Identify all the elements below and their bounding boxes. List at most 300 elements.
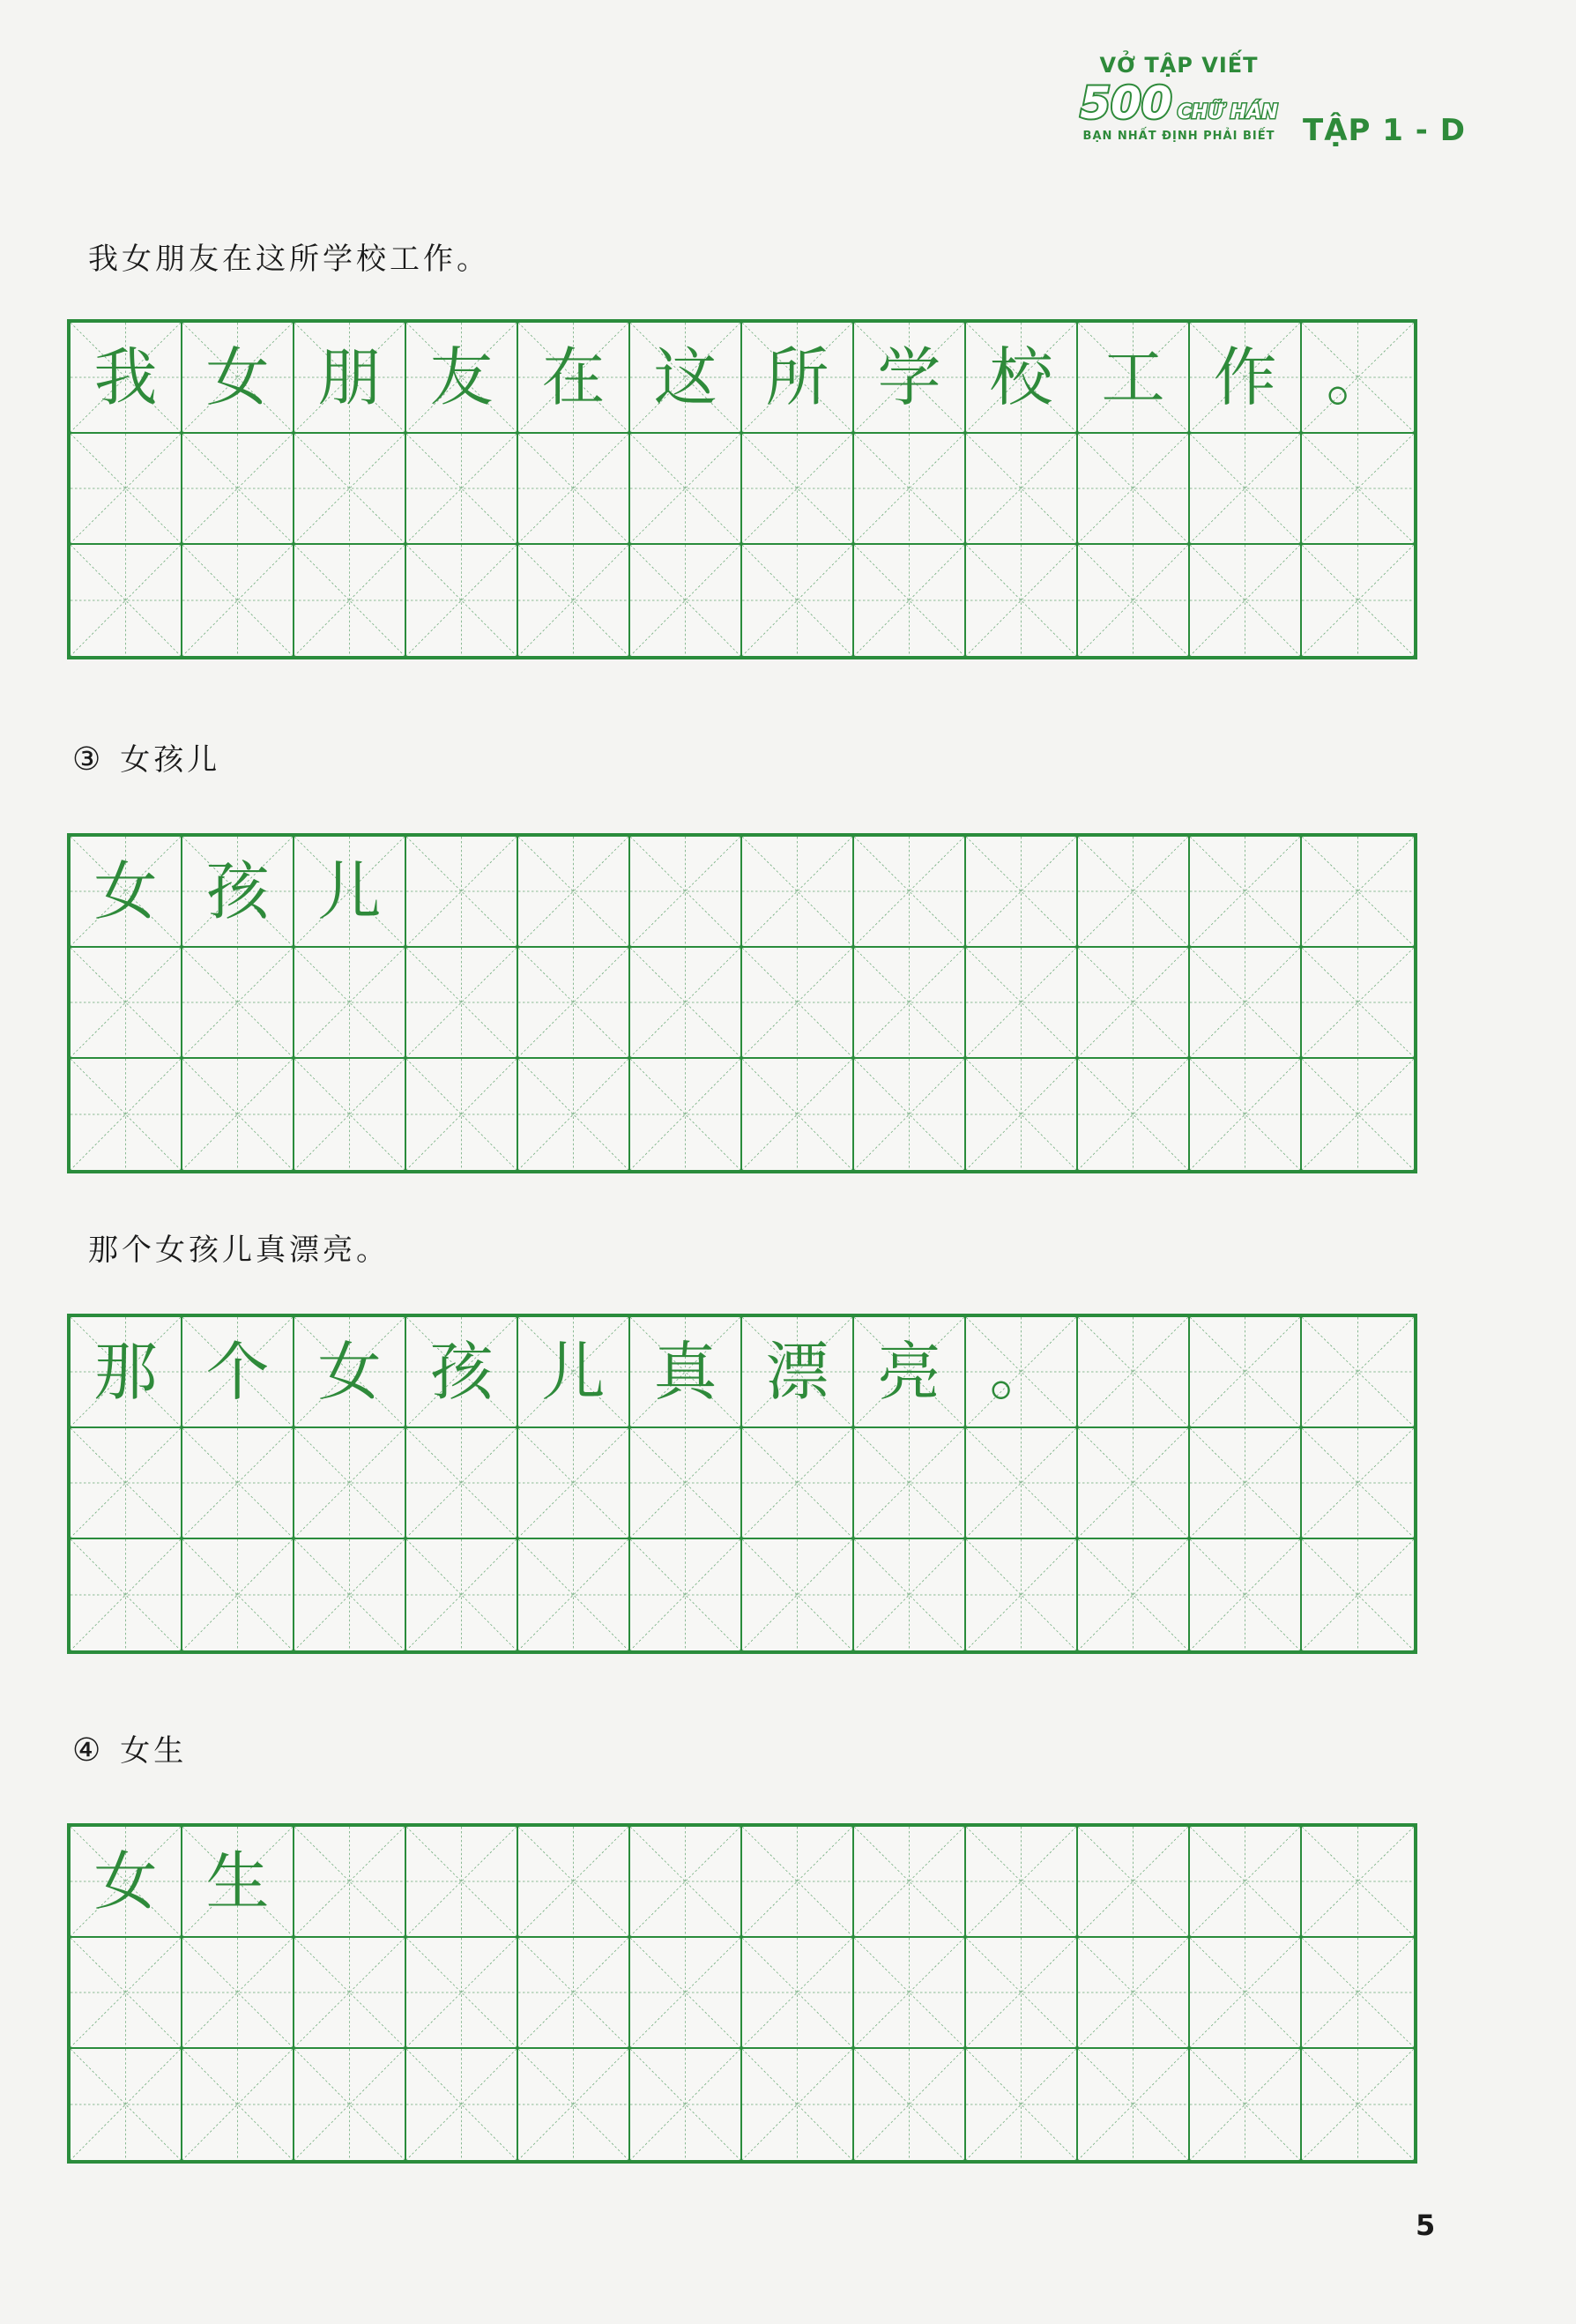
- practice-cell[interactable]: [966, 1539, 1078, 1650]
- practice-cell[interactable]: [1302, 434, 1414, 545]
- logo-tagline: BẠN NHẤT ĐỊNH PHẢI BIẾT: [1082, 130, 1275, 143]
- model-char-cell[interactable]: [1190, 323, 1302, 434]
- practice-cell[interactable]: [1078, 434, 1190, 545]
- practice-cell[interactable]: [854, 837, 966, 948]
- cell-guide-lines: [294, 434, 405, 543]
- cell-guide-lines: [518, 837, 628, 946]
- model-char: 女: [93, 1844, 158, 1918]
- cell-guide-lines: [406, 434, 517, 543]
- practice-cell[interactable]: [742, 1428, 854, 1539]
- model-char: 学: [877, 340, 941, 414]
- practice-cell[interactable]: [294, 1827, 406, 1938]
- cell-guide-lines: [966, 434, 1076, 543]
- practice-cell[interactable]: [182, 1938, 294, 2049]
- practice-cell[interactable]: [406, 1059, 518, 1170]
- cell-guide-lines: [518, 1938, 628, 2047]
- cell-guide-lines: [294, 1539, 405, 1650]
- practice-cell[interactable]: [1302, 2049, 1414, 2160]
- practice-cell[interactable]: [854, 948, 966, 1059]
- model-char: 校: [989, 340, 1053, 414]
- practice-cell[interactable]: [1190, 1539, 1302, 1650]
- practice-cell[interactable]: [1302, 948, 1414, 1059]
- cell-guide-lines: [966, 2049, 1076, 2160]
- cell-guide-lines: [1302, 1938, 1414, 2047]
- practice-cell[interactable]: [630, 2049, 742, 2160]
- practice-cell[interactable]: [406, 1539, 518, 1650]
- cell-guide-lines: [742, 1428, 852, 1538]
- cell-guide-lines: [71, 1059, 181, 1170]
- practice-cell[interactable]: [1078, 1827, 1190, 1938]
- model-char-cell[interactable]: [182, 323, 294, 434]
- practice-cell[interactable]: [406, 948, 518, 1059]
- cell-guide-lines: [1190, 1938, 1300, 2047]
- cell-guide-lines: [1302, 434, 1414, 543]
- section-marker: ③: [72, 741, 105, 778]
- practice-cell[interactable]: [966, 1827, 1078, 1938]
- practice-cell[interactable]: [1190, 434, 1302, 545]
- practice-cell[interactable]: [854, 1428, 966, 1539]
- cell-guide-lines: [630, 545, 740, 656]
- practice-cell[interactable]: [1078, 545, 1190, 656]
- model-char-cell[interactable]: [406, 323, 518, 434]
- cell-guide-lines: [1302, 1827, 1414, 1936]
- practice-cell[interactable]: [406, 1938, 518, 2049]
- model-char-cell[interactable]: [71, 1317, 182, 1428]
- cell-guide-lines: [182, 2049, 293, 2160]
- cell-guide-lines: [630, 948, 740, 1057]
- practice-cell[interactable]: [1078, 948, 1190, 1059]
- cell-guide-lines: [1190, 545, 1300, 656]
- cell-guide-lines: [742, 545, 852, 656]
- cell-guide-lines: [518, 948, 628, 1057]
- logo-main-line: [1075, 78, 1282, 129]
- practice-cell[interactable]: [182, 2049, 294, 2160]
- practice-cell[interactable]: [630, 948, 742, 1059]
- practice-cell[interactable]: [854, 1827, 966, 1938]
- model-char: 友: [429, 340, 494, 414]
- cell-guide-lines: [854, 1938, 964, 2047]
- cell-guide-lines: [518, 1059, 628, 1170]
- logo-han: CHỮ HÁN: [1177, 101, 1278, 123]
- practice-cell[interactable]: [1078, 1059, 1190, 1170]
- cell-guide-lines: [518, 1539, 628, 1650]
- practice-cell[interactable]: [182, 1059, 294, 1170]
- cell-guide-lines: [182, 1428, 293, 1538]
- cell-guide-lines: [1302, 1539, 1414, 1650]
- model-char-cell[interactable]: [1302, 323, 1414, 434]
- cell-guide-lines: [1190, 1059, 1300, 1170]
- model-char: 儿: [541, 1335, 606, 1409]
- cell-guide-lines: [294, 545, 405, 656]
- section-marker: ④: [72, 1732, 105, 1769]
- cell-guide-lines: [71, 1539, 181, 1650]
- practice-grid[interactable]: [67, 1823, 1417, 2164]
- model-char: 工: [1101, 340, 1165, 414]
- practice-cell[interactable]: [294, 434, 406, 545]
- cell-guide-lines: [294, 1059, 405, 1170]
- cell-guide-lines: [1190, 1539, 1300, 1650]
- practice-cell[interactable]: [71, 1428, 182, 1539]
- practice-cell[interactable]: [518, 2049, 630, 2160]
- practice-cell[interactable]: [518, 1938, 630, 2049]
- practice-cell[interactable]: [71, 2049, 182, 2160]
- cell-guide-lines: [742, 2049, 852, 2160]
- cell-guide-lines: [406, 545, 517, 656]
- model-char-cell[interactable]: [630, 1317, 742, 1428]
- cell-guide-lines: [1078, 434, 1188, 543]
- model-char-cell[interactable]: [71, 837, 182, 948]
- practice-cell[interactable]: [406, 837, 518, 948]
- practice-cell[interactable]: [630, 545, 742, 656]
- cell-guide-lines: [1302, 1428, 1414, 1538]
- model-char-cell[interactable]: [966, 323, 1078, 434]
- cell-guide-lines: [966, 1938, 1076, 2047]
- practice-cell[interactable]: [742, 948, 854, 1059]
- cell-guide-lines: [182, 1938, 293, 2047]
- model-char-cell[interactable]: [182, 1317, 294, 1428]
- practice-cell[interactable]: [1190, 837, 1302, 948]
- cell-guide-lines: [854, 837, 964, 946]
- model-char: 女: [93, 854, 158, 928]
- cell-guide-lines: [966, 545, 1076, 656]
- cell-guide-lines: [1078, 545, 1188, 656]
- practice-cell[interactable]: [630, 1539, 742, 1650]
- practice-cell[interactable]: [71, 1059, 182, 1170]
- cell-guide-lines: [71, 948, 181, 1057]
- section-caption-3: [72, 1225, 390, 1269]
- cell-guide-lines: [1190, 1317, 1300, 1426]
- cell-guide-lines: [518, 1827, 628, 1936]
- cell-guide-lines: [854, 434, 964, 543]
- practice-cell[interactable]: [294, 1428, 406, 1539]
- practice-cell[interactable]: [966, 948, 1078, 1059]
- practice-cell[interactable]: [518, 1059, 630, 1170]
- practice-cell[interactable]: [854, 2049, 966, 2160]
- practice-cell[interactable]: [966, 837, 1078, 948]
- cell-guide-lines: [406, 1539, 517, 1650]
- model-char-cell[interactable]: [518, 323, 630, 434]
- cell-guide-lines: [1302, 948, 1414, 1057]
- practice-cell[interactable]: [294, 1938, 406, 2049]
- cell-guide-lines: [1078, 837, 1188, 946]
- cell-guide-lines: [966, 1827, 1076, 1936]
- cell-guide-lines: [406, 948, 517, 1057]
- cell-guide-lines: [630, 1827, 740, 1936]
- model-char-cell[interactable]: [854, 323, 966, 434]
- practice-cell[interactable]: [406, 2049, 518, 2160]
- practice-cell[interactable]: [966, 1059, 1078, 1170]
- cell-guide-lines: [406, 1059, 517, 1170]
- cell-guide-lines: [1190, 2049, 1300, 2160]
- practice-grid[interactable]: [67, 319, 1417, 659]
- practice-cell[interactable]: [854, 1059, 966, 1170]
- model-char: 那: [93, 1335, 158, 1409]
- practice-cell[interactable]: [630, 434, 742, 545]
- practice-cell[interactable]: [182, 545, 294, 656]
- practice-cell[interactable]: [518, 1539, 630, 1650]
- practice-cell[interactable]: [518, 545, 630, 656]
- cell-guide-lines: [854, 1539, 964, 1650]
- practice-cell[interactable]: [1302, 1827, 1414, 1938]
- cell-guide-lines: [1302, 2049, 1414, 2160]
- practice-cell[interactable]: [1078, 2049, 1190, 2160]
- practice-cell[interactable]: [406, 545, 518, 656]
- cell-guide-lines: [182, 948, 293, 1057]
- cell-guide-lines: [630, 1059, 740, 1170]
- practice-cell[interactable]: [1078, 1539, 1190, 1650]
- model-char-cell[interactable]: [1078, 323, 1190, 434]
- model-char-cell[interactable]: [71, 1827, 182, 1938]
- practice-cell[interactable]: [742, 434, 854, 545]
- practice-cell[interactable]: [71, 434, 182, 545]
- caption-text: 那个女孩儿真漂亮。: [88, 1233, 390, 1268]
- model-char: 孩: [429, 1335, 494, 1409]
- practice-cell[interactable]: [742, 545, 854, 656]
- practice-cell[interactable]: [854, 1539, 966, 1650]
- practice-cell[interactable]: [71, 1938, 182, 2049]
- practice-cell[interactable]: [294, 1539, 406, 1650]
- practice-grid[interactable]: [67, 833, 1417, 1173]
- practice-cell[interactable]: [518, 1428, 630, 1539]
- cell-guide-lines: [71, 545, 181, 656]
- cell-guide-lines: [1078, 2049, 1188, 2160]
- practice-cell[interactable]: [1302, 1938, 1414, 2049]
- cell-guide-lines: [182, 1539, 293, 1650]
- practice-cell[interactable]: [630, 1059, 742, 1170]
- practice-cell[interactable]: [966, 1428, 1078, 1539]
- practice-cell[interactable]: [71, 545, 182, 656]
- cell-guide-lines: [630, 1938, 740, 2047]
- practice-cell[interactable]: [742, 1539, 854, 1650]
- model-char: 所: [765, 340, 829, 414]
- cell-guide-lines: [294, 1938, 405, 2047]
- practice-cell[interactable]: [294, 1059, 406, 1170]
- cell-guide-lines: [71, 1428, 181, 1538]
- practice-cell[interactable]: [742, 1938, 854, 2049]
- practice-cell[interactable]: [406, 1827, 518, 1938]
- model-char-cell[interactable]: [966, 1317, 1078, 1428]
- practice-cell[interactable]: [1190, 1428, 1302, 1539]
- practice-cell[interactable]: [1190, 545, 1302, 656]
- cell-guide-lines: [518, 434, 628, 543]
- cell-guide-lines: [1078, 1539, 1188, 1650]
- cell-guide-lines: [518, 1428, 628, 1538]
- model-char: 朋: [317, 340, 382, 414]
- cell-guide-lines: [294, 1428, 405, 1538]
- cell-guide-lines: [406, 2049, 517, 2160]
- practice-cell[interactable]: [182, 1428, 294, 1539]
- cell-guide-lines: [630, 837, 740, 946]
- model-char: 这: [653, 340, 717, 414]
- model-char: 在: [541, 340, 606, 414]
- cell-guide-lines: [406, 1938, 517, 2047]
- practice-cell[interactable]: [71, 1539, 182, 1650]
- cell-guide-lines: [518, 545, 628, 656]
- cell-guide-lines: [406, 1428, 517, 1538]
- practice-cell[interactable]: [854, 1938, 966, 2049]
- practice-cell[interactable]: [966, 434, 1078, 545]
- section-caption-1: [72, 235, 490, 278]
- logo-number: 500: [1080, 78, 1172, 129]
- cell-guide-lines: [1190, 837, 1300, 946]
- practice-cell[interactable]: [1190, 2049, 1302, 2160]
- practice-cell[interactable]: [854, 545, 966, 656]
- page-number: 5: [1416, 2209, 1436, 2242]
- model-char: 。: [1326, 340, 1390, 414]
- practice-cell[interactable]: [854, 434, 966, 545]
- cell-guide-lines: [294, 948, 405, 1057]
- cell-guide-lines: [1078, 1938, 1188, 2047]
- model-char-cell[interactable]: [182, 837, 294, 948]
- model-char-cell[interactable]: [294, 323, 406, 434]
- cell-guide-lines: [630, 434, 740, 543]
- practice-cell[interactable]: [518, 948, 630, 1059]
- practice-cell[interactable]: [742, 2049, 854, 2160]
- cell-guide-lines: [1190, 434, 1300, 543]
- model-char-cell[interactable]: [742, 1317, 854, 1428]
- practice-cell[interactable]: [1302, 837, 1414, 948]
- cell-guide-lines: [966, 1539, 1076, 1650]
- cell-guide-lines: [742, 837, 852, 946]
- practice-cell[interactable]: [630, 1827, 742, 1938]
- caption-text: 女生: [120, 1733, 188, 1769]
- cell-guide-lines: [1078, 1827, 1188, 1936]
- practice-cell[interactable]: [966, 2049, 1078, 2160]
- cell-guide-lines: [854, 948, 964, 1057]
- model-char: 个: [205, 1335, 270, 1409]
- cell-guide-lines: [71, 1938, 181, 2047]
- book-logo: [1075, 55, 1282, 165]
- model-char: 我: [93, 340, 158, 414]
- model-char: 漂: [765, 1335, 829, 1409]
- cell-guide-lines: [1078, 1059, 1188, 1170]
- practice-cell[interactable]: [182, 948, 294, 1059]
- cell-guide-lines: [1078, 1317, 1188, 1426]
- model-char: 孩: [205, 854, 270, 928]
- practice-cell[interactable]: [742, 1827, 854, 1938]
- cell-guide-lines: [406, 837, 517, 946]
- practice-cell[interactable]: [742, 1059, 854, 1170]
- model-char: 作: [1213, 340, 1277, 414]
- practice-cell[interactable]: [630, 1428, 742, 1539]
- practice-cell[interactable]: [1302, 545, 1414, 656]
- practice-cell[interactable]: [1190, 1938, 1302, 2049]
- practice-grid[interactable]: [67, 1314, 1417, 1654]
- cell-guide-lines: [1078, 948, 1188, 1057]
- cell-guide-lines: [854, 1428, 964, 1538]
- cell-guide-lines: [742, 1938, 852, 2047]
- practice-cell[interactable]: [1302, 1539, 1414, 1650]
- model-char-cell[interactable]: [294, 837, 406, 948]
- cell-guide-lines: [1078, 1428, 1188, 1538]
- model-char: 女: [205, 340, 270, 414]
- model-char-cell[interactable]: [182, 1827, 294, 1938]
- cell-guide-lines: [630, 1428, 740, 1538]
- cell-guide-lines: [966, 1428, 1076, 1538]
- practice-cell[interactable]: [406, 1428, 518, 1539]
- cell-guide-lines: [1190, 948, 1300, 1057]
- practice-cell[interactable]: [1190, 1059, 1302, 1170]
- practice-cell[interactable]: [182, 434, 294, 545]
- section-caption-2: [72, 735, 220, 778]
- practice-cell[interactable]: [742, 837, 854, 948]
- cell-guide-lines: [294, 2049, 405, 2160]
- cell-guide-lines: [966, 1059, 1076, 1170]
- cell-guide-lines: [294, 1827, 405, 1936]
- cell-guide-lines: [518, 2049, 628, 2160]
- practice-cell[interactable]: [518, 1827, 630, 1938]
- cell-guide-lines: [71, 434, 181, 543]
- model-char-cell[interactable]: [406, 1317, 518, 1428]
- logo-title-line: VỞ TẬP VIẾT: [1099, 53, 1259, 78]
- cell-guide-lines: [406, 1827, 517, 1936]
- cell-guide-lines: [1190, 1827, 1300, 1936]
- model-char: 真: [653, 1335, 717, 1409]
- practice-cell[interactable]: [630, 1938, 742, 2049]
- cell-guide-lines: [182, 1059, 293, 1170]
- model-char: 亮: [877, 1335, 941, 1409]
- cell-guide-lines: [742, 1539, 852, 1650]
- practice-cell[interactable]: [1190, 1827, 1302, 1938]
- model-char-cell[interactable]: [518, 1317, 630, 1428]
- cell-guide-lines: [630, 2049, 740, 2160]
- practice-cell[interactable]: [1078, 1428, 1190, 1539]
- model-char-cell[interactable]: [294, 1317, 406, 1428]
- practice-cell[interactable]: [406, 434, 518, 545]
- practice-cell[interactable]: [1302, 1059, 1414, 1170]
- practice-cell[interactable]: [630, 837, 742, 948]
- practice-cell[interactable]: [1302, 1428, 1414, 1539]
- cell-guide-lines: [630, 1539, 740, 1650]
- model-char-cell[interactable]: [71, 323, 182, 434]
- cell-guide-lines: [742, 1827, 852, 1936]
- practice-cell[interactable]: [71, 948, 182, 1059]
- practice-cell[interactable]: [1302, 1317, 1414, 1428]
- model-char: 生: [205, 1844, 270, 1918]
- cell-guide-lines: [1302, 545, 1414, 656]
- model-char-cell[interactable]: [630, 323, 742, 434]
- practice-cell[interactable]: [518, 837, 630, 948]
- practice-cell[interactable]: [294, 2049, 406, 2160]
- practice-cell[interactable]: [1190, 948, 1302, 1059]
- practice-cell[interactable]: [1078, 1938, 1190, 2049]
- cell-guide-lines: [854, 2049, 964, 2160]
- practice-cell[interactable]: [518, 434, 630, 545]
- practice-cell[interactable]: [966, 1938, 1078, 2049]
- practice-cell[interactable]: [294, 545, 406, 656]
- practice-cell[interactable]: [1078, 837, 1190, 948]
- practice-cell[interactable]: [966, 545, 1078, 656]
- caption-text: 我女朋友在这所学校工作。: [88, 242, 490, 277]
- cell-guide-lines: [854, 545, 964, 656]
- practice-cell[interactable]: [294, 948, 406, 1059]
- practice-cell[interactable]: [1078, 1317, 1190, 1428]
- model-char: 女: [317, 1335, 382, 1409]
- cell-guide-lines: [854, 1827, 964, 1936]
- practice-cell[interactable]: [1190, 1317, 1302, 1428]
- cell-guide-lines: [966, 948, 1076, 1057]
- caption-text: 女孩儿: [120, 742, 221, 778]
- cell-guide-lines: [182, 545, 293, 656]
- cell-guide-lines: [854, 1059, 964, 1170]
- cell-guide-lines: [1190, 1428, 1300, 1538]
- model-char-cell[interactable]: [742, 323, 854, 434]
- cell-guide-lines: [182, 434, 293, 543]
- model-char: 。: [989, 1335, 1053, 1409]
- model-char-cell[interactable]: [854, 1317, 966, 1428]
- practice-cell[interactable]: [182, 1539, 294, 1650]
- cell-guide-lines: [1302, 837, 1414, 946]
